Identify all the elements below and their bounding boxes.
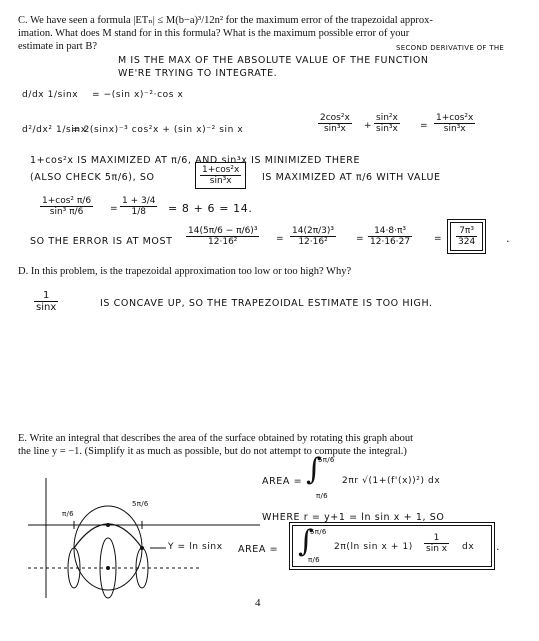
max-line2-b: IS MAXIMIZED AT π/6 WITH VALUE	[262, 172, 441, 183]
value-eq1: =	[110, 204, 119, 214]
integral1-integrand: 2πr √(1+(f'(x))²) dx	[342, 476, 441, 486]
deriv1-lhs: d/dx 1/sinx	[22, 90, 79, 100]
answer-d-frac-den: sinx	[36, 302, 57, 313]
area-label-1: AREA =	[262, 476, 303, 487]
integral-sign-1: ∫	[306, 452, 322, 487]
error-frac1-num: 14(5π/6 − π/6)³	[188, 226, 258, 236]
value-frac1-den: sin³ π/6	[49, 207, 84, 217]
where-line: WHERE r = y+1 = ln sin x + 1, SO	[262, 512, 445, 523]
error-frac2-den: 12·16²	[298, 237, 328, 247]
question-c-line2: imation. What does M stand for in this formula? What is the maximum possible error of your	[18, 28, 410, 39]
deriv2-frac3-num: 1+cos²x	[436, 113, 474, 123]
error-eq3: =	[434, 234, 443, 244]
deriv2-frac1-den: sin³x	[323, 124, 346, 134]
answer-d-text: IS CONCAVE UP, SO THE TRAPEZOIDAL ESTIMATE IS TOO HIGH.	[100, 298, 433, 309]
integral2-lower: π/6	[308, 556, 320, 564]
integral1-lower: π/6	[316, 492, 328, 500]
question-c-line1: C. We have seen a formula |ETₙ| ≤ M(b−a)³/12n² for the maximum error of the trapezoidal approx-	[18, 15, 433, 26]
graph-tick-left: π/6	[62, 510, 74, 518]
integral-sign-2: ∫	[298, 524, 314, 559]
error-eq2: =	[356, 234, 365, 244]
integral1-upper: 5π/6	[318, 456, 335, 464]
error-frac3-num: 14·8·π³	[368, 226, 412, 237]
value-result: = 8 + 6 = 14.	[168, 202, 253, 215]
error-final-den: 324	[458, 237, 476, 247]
integral2-frac-den: sin x	[426, 544, 448, 554]
area-final-dot: .	[496, 540, 501, 553]
graph-tick-right: 5π/6	[132, 500, 149, 508]
integral2-fraction	[424, 533, 449, 554]
deriv2-frac2-den: sin³x	[376, 124, 398, 134]
answer-c-line2: WE'RE TRYING TO INTEGRATE.	[118, 68, 278, 79]
value-frac1-num: 1+cos² π/6	[42, 196, 92, 206]
deriv2-plus: +	[364, 121, 373, 131]
question-e-line2: the line y = −1. (Simplify it as much as possible, but do not attempt to compute the integral.)	[18, 446, 407, 457]
answer-d-frac-num: 1	[34, 290, 58, 302]
error-text: SO THE ERROR IS AT MOST	[30, 236, 173, 247]
value-frac2-num: 1 + 3/4	[122, 196, 156, 206]
max-box-den: sin³x	[209, 176, 232, 186]
note-second-derivative: SECOND DERIVATIVE OF THE	[396, 44, 505, 52]
deriv2-lhs: d²/dx² 1/sinx	[22, 125, 87, 135]
error-final-dot: .	[506, 232, 511, 245]
integral2-integrand: 2π(ln sin x + 1)	[334, 542, 413, 552]
max-line1: 1+cos²x IS MAXIMIZED AT π/6, AND sin³x IS MINIMIZED THERE	[30, 155, 361, 166]
max-line2-a: (ALSO CHECK 5π/6), SO	[30, 172, 155, 183]
error-frac2-num: 14(2π/3)³	[292, 226, 334, 236]
deriv2-frac3-den: sin³x	[443, 124, 466, 134]
deriv2-frac2-num: sin²x	[376, 113, 398, 123]
error-final-num: 7π³	[456, 226, 477, 237]
max-box-num: 1+cos²x	[202, 165, 240, 175]
error-frac1-den: 12·16²	[208, 237, 238, 247]
integral2-upper: 5π/6	[310, 528, 327, 536]
deriv2-mid: = 2(sinx)⁻³ cos²x + (sin x)⁻² sin x	[72, 125, 244, 135]
integral2-frac-num: 1	[424, 533, 449, 544]
deriv2-eq: =	[420, 121, 429, 131]
answer-c-line1: M IS THE MAX OF THE ABSOLUTE VALUE OF THE FUNCTION	[118, 55, 429, 66]
question-c-line3: estimate in part B?	[18, 41, 98, 52]
deriv1-rhs: = −(sin x)⁻²·cos x	[92, 90, 184, 100]
question-e-line1: E. Write an integral that describes the area of the surface obtained by rotating this graph about	[18, 433, 414, 444]
value-frac2-den: 1/8	[131, 207, 146, 217]
error-frac3-den: 12·16·27	[370, 237, 411, 247]
error-eq1: =	[276, 234, 285, 244]
question-d-text: D. In this problem, is the trapezoidal approximation too low or too high? Why?	[18, 266, 352, 277]
graph-curve-label: Y = ln sinx	[168, 542, 223, 552]
integral2-dx: dx	[462, 542, 475, 552]
area-label-2: AREA =	[238, 544, 279, 555]
page-number: 4	[255, 597, 261, 609]
deriv2-frac1-num: 2cos²x	[320, 113, 350, 123]
